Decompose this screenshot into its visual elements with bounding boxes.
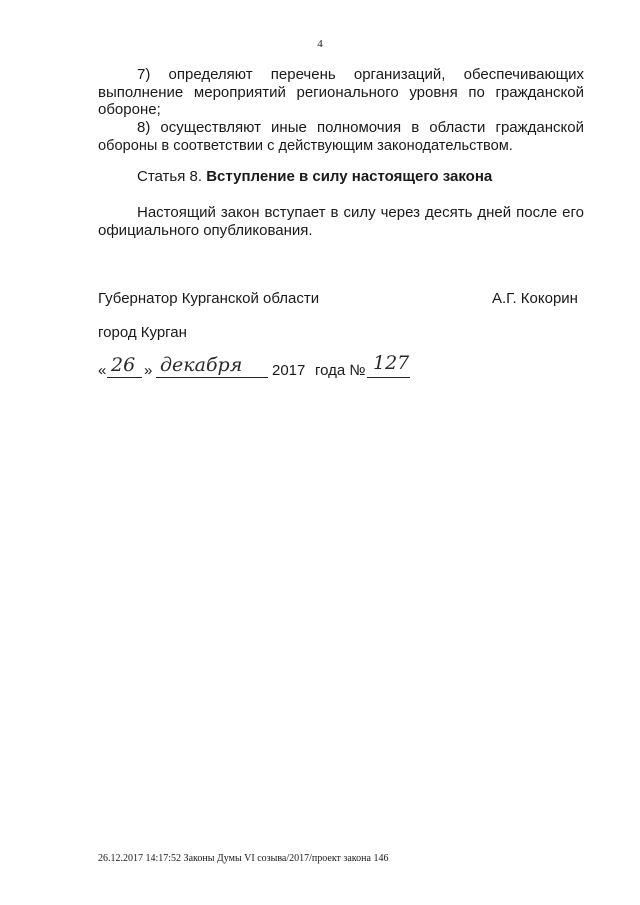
date-open-quote: « bbox=[98, 362, 107, 379]
item7-line1: 7) определяют перечень организаций, обеспечивающих bbox=[137, 66, 584, 83]
date-number: 127 bbox=[373, 352, 410, 374]
effective-line2: официального опубликования. bbox=[98, 222, 313, 239]
date-year: 2017 bbox=[272, 362, 306, 379]
article-prefix: Статья 8. bbox=[137, 168, 203, 185]
item8-line2: обороны в соответствии с действующим законодательством. bbox=[98, 138, 513, 154]
effective-line1: Настоящий закон вступает в силу через десять дней после его bbox=[137, 204, 584, 221]
date-day-underline bbox=[107, 377, 142, 378]
article-title: Вступление в силу настоящего закона bbox=[206, 168, 493, 185]
page-number: 4 bbox=[317, 38, 323, 50]
article-heading bbox=[137, 168, 492, 186]
date-close-quote: » bbox=[144, 362, 153, 379]
date-number-underline bbox=[367, 377, 410, 378]
date-month-underline bbox=[156, 377, 268, 378]
item7-line3: обороне; bbox=[98, 101, 161, 118]
governor-name: А.Г. Кокорин bbox=[492, 290, 578, 307]
governor-position: Губернатор Курганской области bbox=[98, 290, 320, 307]
item7-line2: выполнение мероприятий регионального уровня по гражданской bbox=[98, 84, 584, 101]
city: город Курган bbox=[98, 324, 187, 341]
date-month: декабря bbox=[160, 354, 243, 376]
footer-stamp: 26.12.2017 14:17:52 Законы Думы VI созыва/2017/проект закона 146 bbox=[98, 853, 389, 864]
date-day: 26 bbox=[111, 354, 136, 376]
item8-line1: 8) осуществляют иные полномочия в области гражданской bbox=[137, 119, 584, 136]
date-number-label: года № bbox=[315, 362, 366, 379]
